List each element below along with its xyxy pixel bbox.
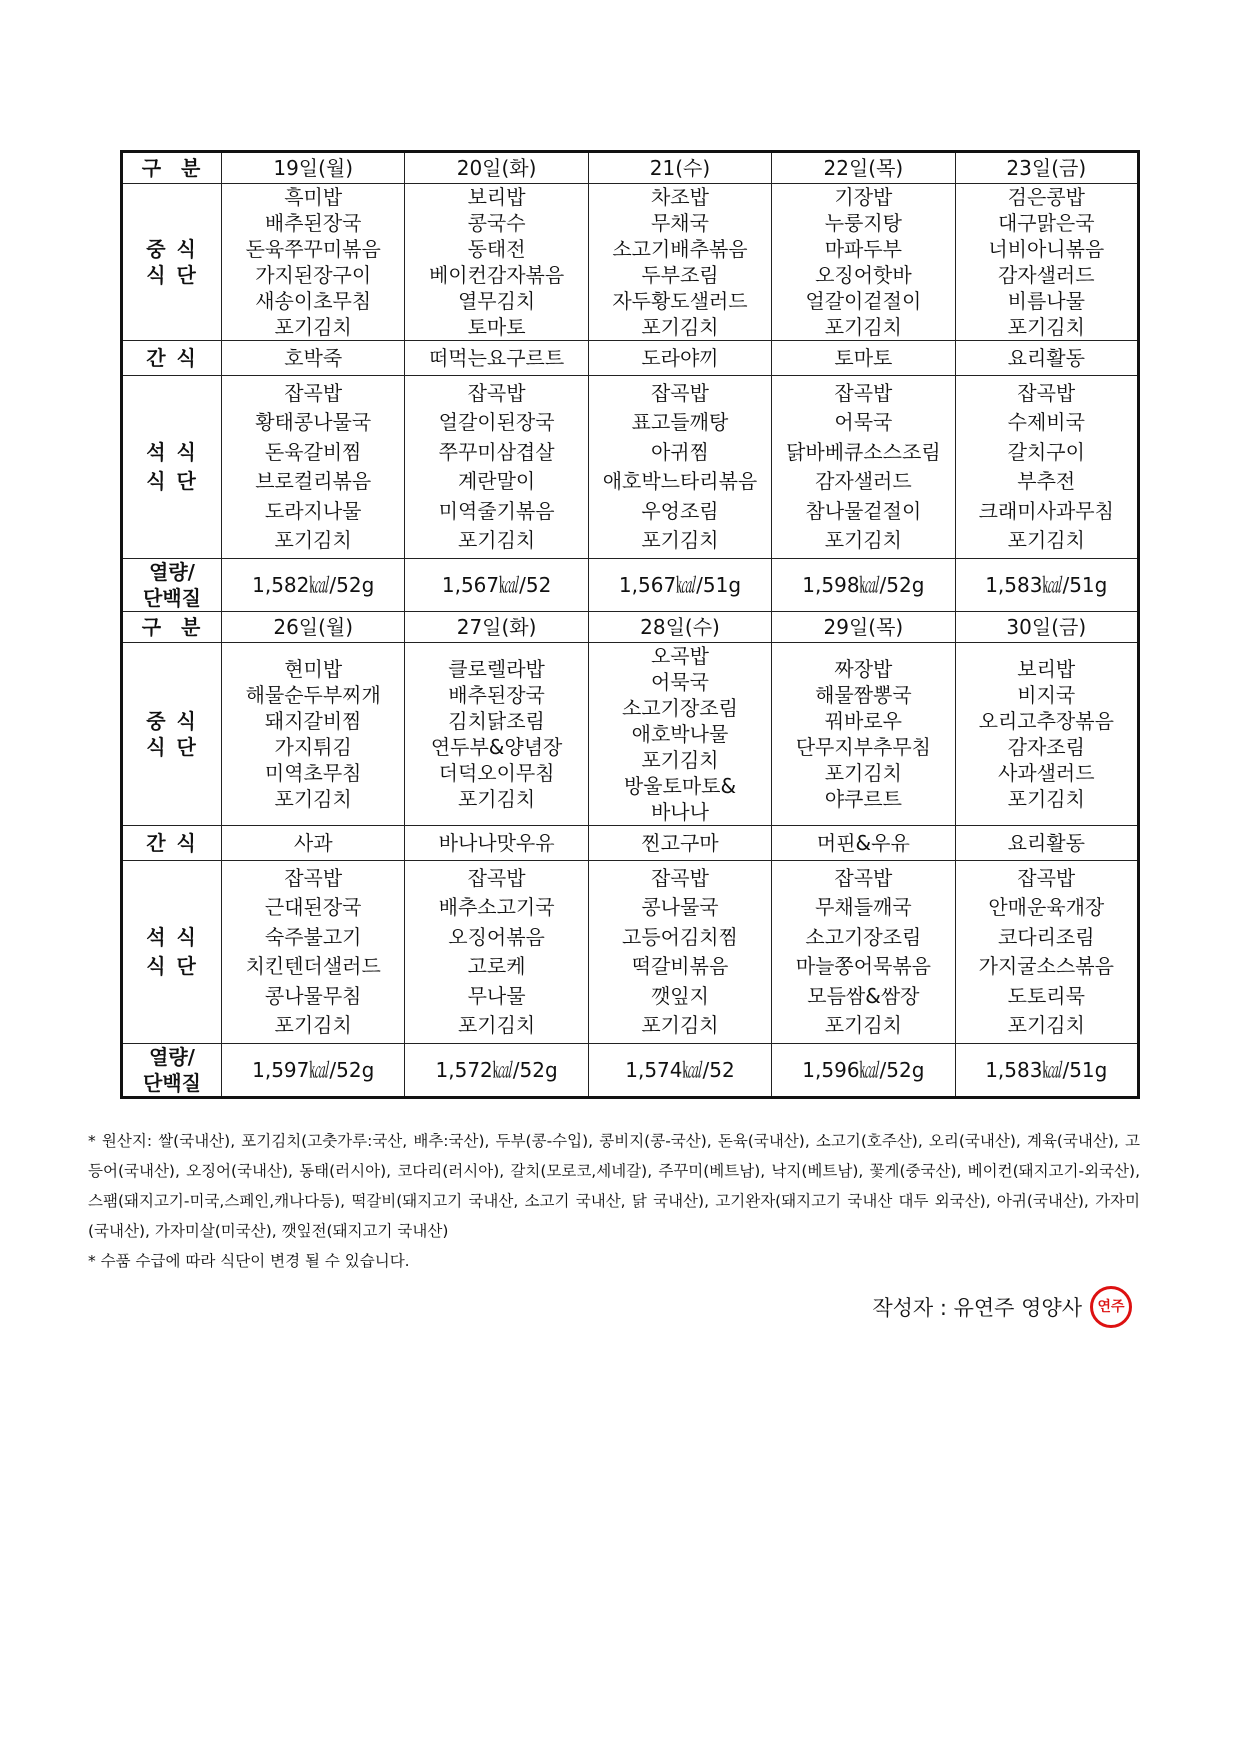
day-header: 23일(금) — [955, 152, 1138, 184]
header-label — [122, 152, 222, 184]
lunch-menu-cell — [222, 643, 405, 826]
snack-item: 요리활동 — [955, 826, 1138, 861]
dinner-label-text: 석 식 — [146, 924, 198, 949]
menu-item: 참나물겉절이 — [805, 498, 922, 523]
dinner-label — [122, 376, 222, 559]
lunch-label-text: 중 식 — [146, 709, 198, 733]
menu-item: 베이컨감자볶음 — [428, 263, 565, 287]
menu-item: 소고기장조림 — [805, 924, 922, 949]
menu-item: 비지국 — [1017, 683, 1076, 707]
calorie-value: 1,583㎉/51g — [955, 1044, 1138, 1098]
menu-item: 클로렐라밥 — [448, 657, 545, 681]
calorie-value: 1,596㎉/52g — [772, 1044, 955, 1098]
dinner-row — [122, 861, 1139, 1044]
menu-item: 야쿠르트 — [824, 787, 902, 811]
menu-item: 포기김치 — [457, 787, 536, 811]
menu-item: 너비아니볶음 — [988, 237, 1105, 261]
snack-item: 떠먹는요구르트 — [405, 341, 588, 376]
menu-item: 수제비국 — [1007, 410, 1085, 434]
menu-item: 동태전 — [467, 237, 526, 261]
menu-item: 쭈꾸미삼겹살 — [438, 439, 555, 464]
calorie-label — [122, 1044, 222, 1098]
menu-item: 잡곡밥 — [834, 380, 893, 405]
menu-item: 얼갈이겉절이 — [805, 289, 922, 313]
calorie-value: 1,574㎉/52 — [588, 1044, 771, 1098]
calorie-row — [122, 1044, 1139, 1098]
calorie-value: 1,583㎉/51g — [955, 559, 1138, 612]
menu-item: 모듬쌈&쌈장 — [807, 983, 920, 1008]
menu-item: 꿔바로우 — [824, 709, 902, 733]
lunch-label — [122, 184, 222, 341]
day-header: 29일(목) — [772, 612, 955, 643]
menu-item: 차조밥 — [650, 185, 709, 209]
menu-item: 소고기장조림 — [622, 696, 738, 720]
menu-item: 포기김치 — [274, 528, 352, 552]
menu-item: 두부조림 — [641, 263, 719, 287]
menu-item: 잡곡밥 — [1017, 865, 1076, 890]
calorie-label-text: 열량/ — [149, 560, 195, 584]
menu-item: 사과샐러드 — [997, 761, 1095, 785]
dinner-label-text: 식 단 — [146, 954, 198, 978]
menu-item: 가지된장구이 — [255, 263, 372, 287]
header-label-text: 구 분 — [141, 156, 203, 180]
lunch-menu-cell — [405, 643, 588, 826]
day-header: 26일(월) — [222, 612, 405, 643]
menu-item: 숙주불고기 — [264, 924, 362, 949]
menu-item: 우엉조림 — [641, 498, 719, 523]
menu-item: 현미밥 — [284, 657, 343, 681]
menu-item: 보리밥 — [467, 185, 526, 209]
snack-item: 바나나맛우유 — [405, 826, 588, 861]
dinner-menu-cell — [772, 376, 955, 559]
menu-item: 김치닭조림 — [448, 709, 545, 733]
menu-item: 닭바베큐소스조림 — [786, 439, 941, 464]
menu-item: 포기김치 — [457, 1013, 536, 1037]
lunch-label-text: 식 단 — [146, 735, 198, 759]
dinner-menu-cell — [955, 376, 1138, 559]
menu-item: 도토리묵 — [1007, 983, 1085, 1008]
day-header: 21(수) — [588, 152, 771, 184]
menu-item: 포기김치 — [824, 528, 902, 552]
menu-item: 잡곡밥 — [650, 380, 709, 405]
menu-item: 포기김치 — [641, 748, 719, 772]
menu-item: 어묵국 — [834, 410, 893, 434]
menu-item: 배추된장국 — [448, 683, 545, 707]
menu-item: 근대된장국 — [264, 895, 362, 919]
weekly-menu-table — [120, 150, 1140, 1099]
menu-item: 포기김치 — [1007, 1013, 1085, 1037]
author-line — [872, 1286, 1132, 1328]
snack-item: 토마토 — [772, 341, 955, 376]
menu-item: 포기김치 — [824, 1013, 902, 1037]
day-header: 28일(수) — [588, 612, 771, 643]
menu-item: 포기김치 — [824, 315, 902, 339]
dinner-row — [122, 376, 1139, 559]
menu-item: 감자샐러드 — [997, 263, 1095, 287]
menu-item: 치킨텐더샐러드 — [245, 954, 381, 978]
menu-item: 무채들깨국 — [815, 895, 912, 919]
menu-item: 갈치구이 — [1007, 439, 1085, 464]
menu-item: 콩국수 — [467, 211, 526, 235]
lunch-label-text: 식 단 — [146, 263, 198, 287]
menu-item: 포기김치 — [641, 315, 719, 339]
menu-item: 포기김치 — [641, 528, 719, 552]
footnotes — [88, 1126, 1140, 1276]
menu-item: 가지굴소스볶음 — [978, 954, 1114, 978]
calorie-label-text: 단백질 — [143, 586, 201, 610]
snack-label — [122, 826, 222, 861]
menu-item: 열무김치 — [457, 289, 536, 313]
calorie-value: 1,572㎉/52g — [405, 1044, 588, 1098]
dinner-label-text: 식 단 — [146, 469, 198, 493]
menu-item: 감자조림 — [1007, 735, 1085, 759]
menu-item: 코다리조림 — [997, 924, 1095, 949]
day-header-row — [122, 152, 1139, 184]
menu-item: 바나나 — [650, 800, 709, 824]
calorie-value: 1,582㎉/52g — [222, 559, 405, 612]
notice-note: * 수품 수급에 따라 식단이 변경 될 수 있습니다. — [88, 1252, 410, 1270]
menu-item: 토마토 — [467, 315, 526, 339]
menu-item: 기장밥 — [834, 185, 893, 209]
menu-item: 포기김치 — [274, 1013, 352, 1037]
dinner-menu-cell — [772, 861, 955, 1044]
seal-stamp-icon — [1090, 1286, 1132, 1328]
dinner-menu-cell — [405, 376, 588, 559]
menu-item: 마늘쫑어묵볶음 — [795, 954, 931, 978]
menu-item: 잡곡밥 — [1017, 380, 1076, 405]
menu-item: 포기김치 — [1007, 528, 1085, 552]
menu-item: 단무지부추무침 — [795, 735, 931, 759]
menu-item: 애호박느타리볶음 — [602, 469, 758, 493]
menu-table-body — [122, 152, 1139, 1098]
day-header: 27일(화) — [405, 612, 588, 643]
snack-item: 머핀&우유 — [772, 826, 955, 861]
menu-item: 배추소고기국 — [438, 895, 555, 919]
dinner-menu-cell — [955, 861, 1138, 1044]
day-header-row — [122, 612, 1139, 643]
menu-item: 오곡밥 — [650, 644, 709, 668]
menu-item: 무채국 — [650, 211, 709, 235]
menu-item: 포기김치 — [1007, 787, 1085, 811]
menu-item: 돈육쭈꾸미볶음 — [245, 237, 381, 261]
dinner-menu-cell — [222, 861, 405, 1044]
snack-row — [122, 826, 1139, 861]
menu-item: 표고들깨탕 — [631, 410, 729, 434]
menu-item: 떡갈비볶음 — [631, 954, 729, 978]
menu-item: 미역초무침 — [264, 761, 362, 785]
calorie-value: 1,567㎉/52 — [405, 559, 588, 612]
menu-item: 자두황도샐러드 — [612, 289, 748, 313]
menu-item: 잡곡밥 — [284, 380, 343, 405]
menu-item: 잡곡밥 — [467, 380, 526, 405]
menu-item: 계란말이 — [457, 469, 536, 493]
calorie-row — [122, 559, 1139, 612]
menu-item: 고로케 — [467, 954, 526, 978]
menu-item: 황태콩나물국 — [255, 410, 372, 434]
header-label-text: 구 분 — [141, 615, 203, 639]
dinner-menu-cell — [588, 861, 771, 1044]
menu-item: 고등어김치찜 — [622, 924, 738, 949]
menu-item: 검은콩밥 — [1007, 185, 1085, 209]
origin-note: * 원산지: 쌀(국내산), 포기김치(고춧가루:국산, 배추:국산), 두부(콩-수입), 콩비지(콩-국산), 돈육(국내산), 소고기(호주산), 오리(국내산), 계육(국내산), 고등어(국내산), 오징어(국내산), 동태(러시아), 코다리(러시아), 갈치(모로코,세네갈), 주꾸미(베트남), 낙지(베트남), 꽃게(중국산), 베이컨(돼지고기-외국산), 스팸(돼지고기-미국,스페인,캐나다등), 떡갈비(돼지고기 국내산, 소고기 국내산, 닭 국내산), 고기완자(돼지고기 국내산 대두 외국산), 아귀(국내산), 가자미(국내산), 가자미살(미국산), 깻잎전(돼지고기 국내산) — [88, 1132, 1140, 1240]
dinner-menu-cell — [222, 376, 405, 559]
dinner-menu-cell — [588, 376, 771, 559]
lunch-menu-cell — [405, 184, 588, 341]
day-header: 22일(목) — [772, 152, 955, 184]
menu-item: 포기김치 — [824, 761, 902, 785]
lunch-menu-cell — [955, 643, 1138, 826]
menu-item: 흑미밥 — [284, 185, 343, 209]
day-header: 19일(월) — [222, 152, 405, 184]
day-header: 20일(화) — [405, 152, 588, 184]
menu-item: 포기김치 — [641, 1013, 719, 1037]
menu-item: 새송이초무침 — [255, 289, 372, 313]
menu-item: 부추전 — [1017, 469, 1076, 493]
menu-item: 배추된장국 — [264, 211, 362, 235]
calorie-value: 1,567㎉/51g — [588, 559, 771, 612]
menu-item: 포기김치 — [1007, 315, 1085, 339]
menu-item: 애호박나물 — [631, 722, 729, 746]
menu-item: 잡곡밥 — [284, 865, 343, 890]
snack-label-text: 간 식 — [146, 346, 198, 370]
menu-item: 무나물 — [467, 983, 526, 1008]
menu-item: 오리고추장볶음 — [978, 709, 1114, 733]
snack-item: 도라야끼 — [588, 341, 771, 376]
dinner-label-text: 석 식 — [146, 439, 198, 464]
lunch-label — [122, 643, 222, 826]
snack-label — [122, 341, 222, 376]
calorie-value: 1,597㎉/52g — [222, 1044, 405, 1098]
snack-row — [122, 341, 1139, 376]
menu-item: 잡곡밥 — [467, 865, 526, 890]
menu-item: 해물짬뽕국 — [815, 683, 912, 707]
snack-item: 요리활동 — [955, 341, 1138, 376]
menu-item: 포기김치 — [457, 528, 536, 552]
menu-item: 가지튀김 — [274, 735, 352, 759]
lunch-menu-cell — [772, 643, 955, 826]
menu-item: 마파두부 — [824, 237, 902, 261]
menu-item: 잡곡밥 — [650, 865, 709, 890]
menu-item: 누룽지탕 — [824, 211, 902, 235]
menu-item: 안매운육개장 — [988, 895, 1105, 919]
snack-item: 사과 — [222, 826, 405, 861]
menu-item: 연두부&양념장 — [430, 735, 563, 759]
menu-item: 포기김치 — [274, 787, 352, 811]
lunch-menu-cell — [772, 184, 955, 341]
lunch-menu-cell — [588, 643, 771, 826]
menu-item: 감자샐러드 — [815, 469, 912, 493]
menu-item: 어묵국 — [650, 670, 709, 694]
menu-item: 얼갈이된장국 — [438, 410, 555, 434]
menu-item: 돈육갈비찜 — [264, 439, 362, 464]
calorie-value: 1,598㎉/52g — [772, 559, 955, 612]
menu-item: 브로컬리볶음 — [255, 469, 372, 493]
lunch-label-text: 중 식 — [146, 237, 198, 261]
lunch-row — [122, 643, 1139, 826]
menu-item: 짜장밥 — [834, 657, 893, 681]
dinner-label — [122, 861, 222, 1044]
lunch-menu-cell — [588, 184, 771, 341]
menu-item: 돼지갈비찜 — [264, 709, 362, 733]
menu-item: 보리밥 — [1017, 657, 1076, 681]
calorie-label — [122, 559, 222, 612]
menu-item: 대구맑은국 — [997, 211, 1095, 235]
menu-item: 포기김치 — [274, 315, 352, 339]
lunch-row — [122, 184, 1139, 341]
menu-item: 아귀찜 — [650, 439, 709, 464]
menu-item: 잡곡밥 — [834, 865, 893, 890]
menu-item: 더덕오이무침 — [438, 761, 555, 785]
snack-item: 찐고구마 — [588, 826, 771, 861]
menu-item: 깻잎지 — [650, 983, 709, 1008]
menu-item: 오징어볶음 — [448, 924, 545, 949]
menu-item: 방울토마토& — [623, 774, 737, 798]
menu-item: 소고기배추볶음 — [612, 237, 748, 261]
menu-item: 미역줄기볶음 — [438, 498, 555, 523]
calorie-label-text: 단백질 — [143, 1071, 201, 1095]
lunch-menu-cell — [955, 184, 1138, 341]
menu-item: 크래미사과무침 — [978, 498, 1114, 523]
author-name: 작성자 : 유연주 영양사 — [872, 1296, 1082, 1320]
seal-text: 연주 — [1097, 1299, 1125, 1315]
menu-item: 도라지나물 — [264, 498, 362, 523]
menu-item: 콩나물국 — [641, 895, 719, 919]
menu-item: 비름나물 — [1007, 289, 1085, 313]
dinner-menu-cell — [405, 861, 588, 1044]
lunch-menu-cell — [222, 184, 405, 341]
menu-item: 콩나물무침 — [264, 983, 362, 1008]
menu-item: 오징어핫바 — [815, 263, 912, 287]
day-header: 30일(금) — [955, 612, 1138, 643]
menu-item: 해물순두부찌개 — [245, 683, 381, 707]
calorie-label-text: 열량/ — [149, 1045, 195, 1069]
snack-label-text: 간 식 — [146, 831, 198, 855]
snack-item: 호박죽 — [222, 341, 405, 376]
header-label — [122, 612, 222, 643]
